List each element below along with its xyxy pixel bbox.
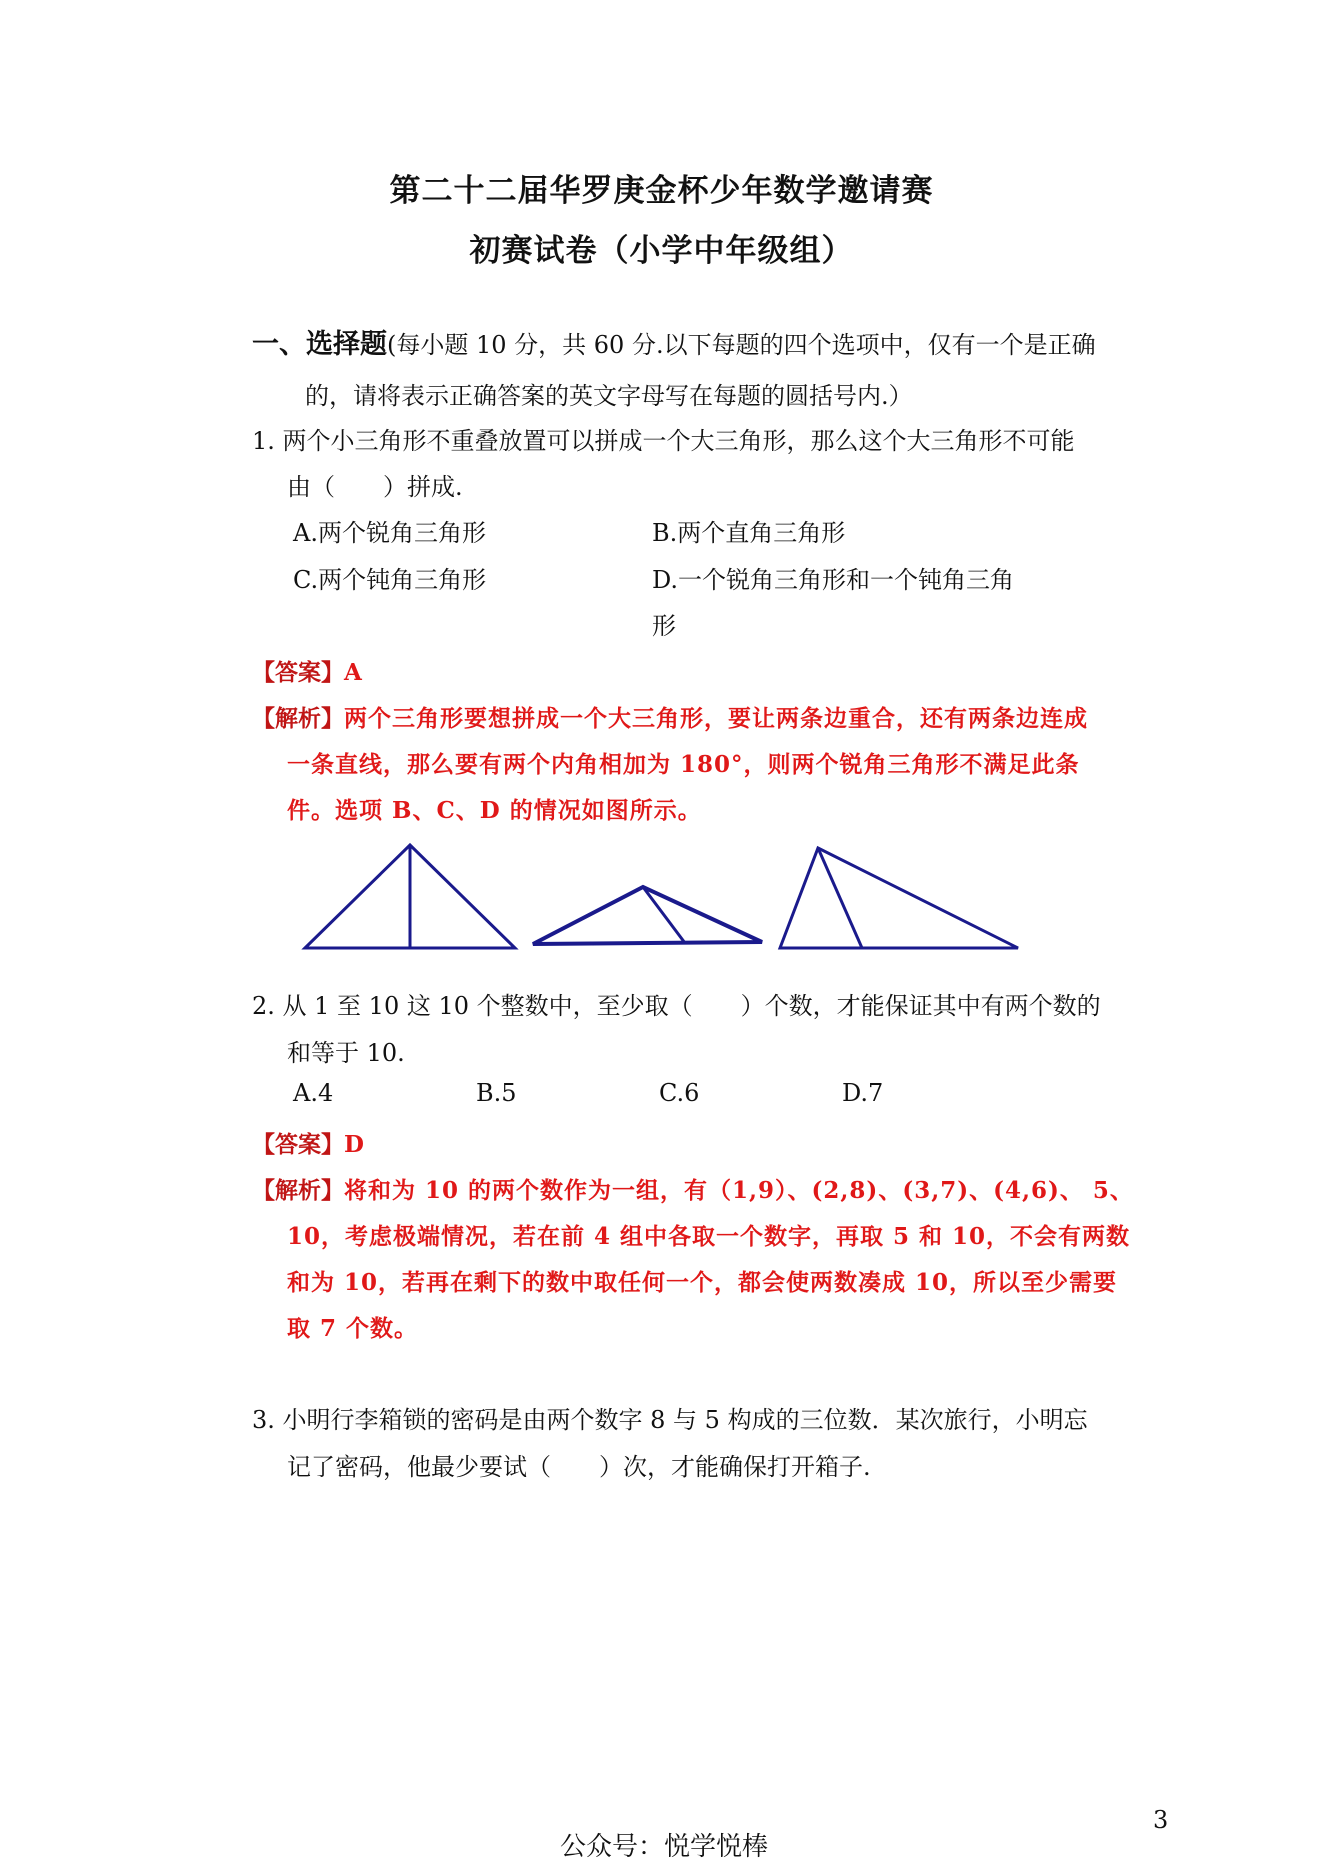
- page-number: 3: [1153, 1806, 1169, 1834]
- q1-answer: [252, 654, 363, 687]
- q1-option-c: C.两个钝角三角形: [293, 566, 487, 594]
- section-heading-row: [252, 322, 1096, 361]
- right-triangles-diagram: [305, 845, 515, 948]
- answer-label: 【答案】: [252, 1131, 344, 1158]
- q2-answer: [252, 1126, 365, 1159]
- q1-analysis-line3: 件。选项 B、C、D 的情况如图所示。: [287, 797, 702, 824]
- answer-label: 【答案】: [252, 659, 344, 686]
- exam-subtitle: 初赛试卷（小学中年级组）: [469, 233, 854, 269]
- footer-account: 公众号：悦学悦棒: [560, 1832, 769, 1862]
- q3-stem-cont: 记了密码，他最少要试（ ）次，才能确保打开箱子.: [287, 1453, 871, 1481]
- q1-analysis-line2: 一条直线，那么要有两个内角相加为 180°，则两个锐角三角形不满足此条: [287, 751, 1080, 778]
- q2-stem-cont: 和等于 10.: [287, 1039, 405, 1067]
- q2-analysis-line2: 10，考虑极端情况，若在前 4 组中各取一个数字，再取 5 和 10，不会有两数: [287, 1223, 1131, 1250]
- q2-analysis: [252, 1172, 1134, 1205]
- q1-option-b: B.两个直角三角形: [652, 519, 846, 547]
- obtuse-triangles-diagram: [533, 887, 762, 944]
- q2-option-d: D.7: [842, 1079, 884, 1107]
- q2-stem: 2. 从 1 至 10 这 10 个整数中，至少取（ ）个数，才能保证其中有两个数的: [252, 992, 1101, 1020]
- q1-option-d: D.一个锐角三角形和一个钝角三角: [652, 566, 1015, 594]
- answer-value: D: [344, 1131, 365, 1158]
- q1-stem-cont: 由（ ）拼成.: [287, 473, 463, 501]
- triangle-figure: [300, 840, 1030, 955]
- q1-option-a: A.两个锐角三角形: [293, 519, 486, 547]
- q2-analysis-line4: 取 7 个数。: [287, 1315, 419, 1342]
- analysis-text: 将和为 10 的两个数作为一组，有（1,9）、(2,8)、(3,7)、(4,6)、 5、: [344, 1177, 1134, 1204]
- q2-option-b: B.5: [476, 1079, 517, 1107]
- section-description: (每小题 10 分，共 60 分.以下每题的四个选项中，仅有一个是正确: [387, 331, 1096, 359]
- q2-analysis-line3: 和为 10，若再在剩下的数中取任何一个，都会使两数凑成 10，所以至少需要: [287, 1269, 1118, 1296]
- section-description-cont: 的，请将表示正确答案的英文字母写在每题的圆括号内.）: [305, 382, 913, 410]
- q1-stem: 1. 两个小三角形不重叠放置可以拼成一个大三角形，那么这个大三角形不可能: [252, 427, 1075, 455]
- exam-title: 第二十二届华罗庚金杯少年数学邀请赛: [389, 173, 934, 209]
- analysis-text: 两个三角形要想拼成一个大三角形，要让两条边重合，还有两条边连成: [344, 705, 1088, 732]
- q2-option-a: A.4: [293, 1079, 334, 1107]
- q1-analysis: [252, 700, 1088, 733]
- analysis-label: 【解析】: [252, 1177, 344, 1204]
- section-heading: 一、选择题: [252, 329, 387, 360]
- q2-option-c: C.6: [659, 1079, 700, 1107]
- acute-obtuse-triangles-diagram: [780, 848, 1018, 948]
- analysis-label: 【解析】: [252, 705, 344, 732]
- answer-value: A: [344, 659, 363, 686]
- q3-stem: 3. 小明行李箱锁的密码是由两个数字 8 与 5 构成的三位数．某次旅行，小明忘: [252, 1406, 1088, 1434]
- q1-option-d-cont: 形: [652, 612, 676, 640]
